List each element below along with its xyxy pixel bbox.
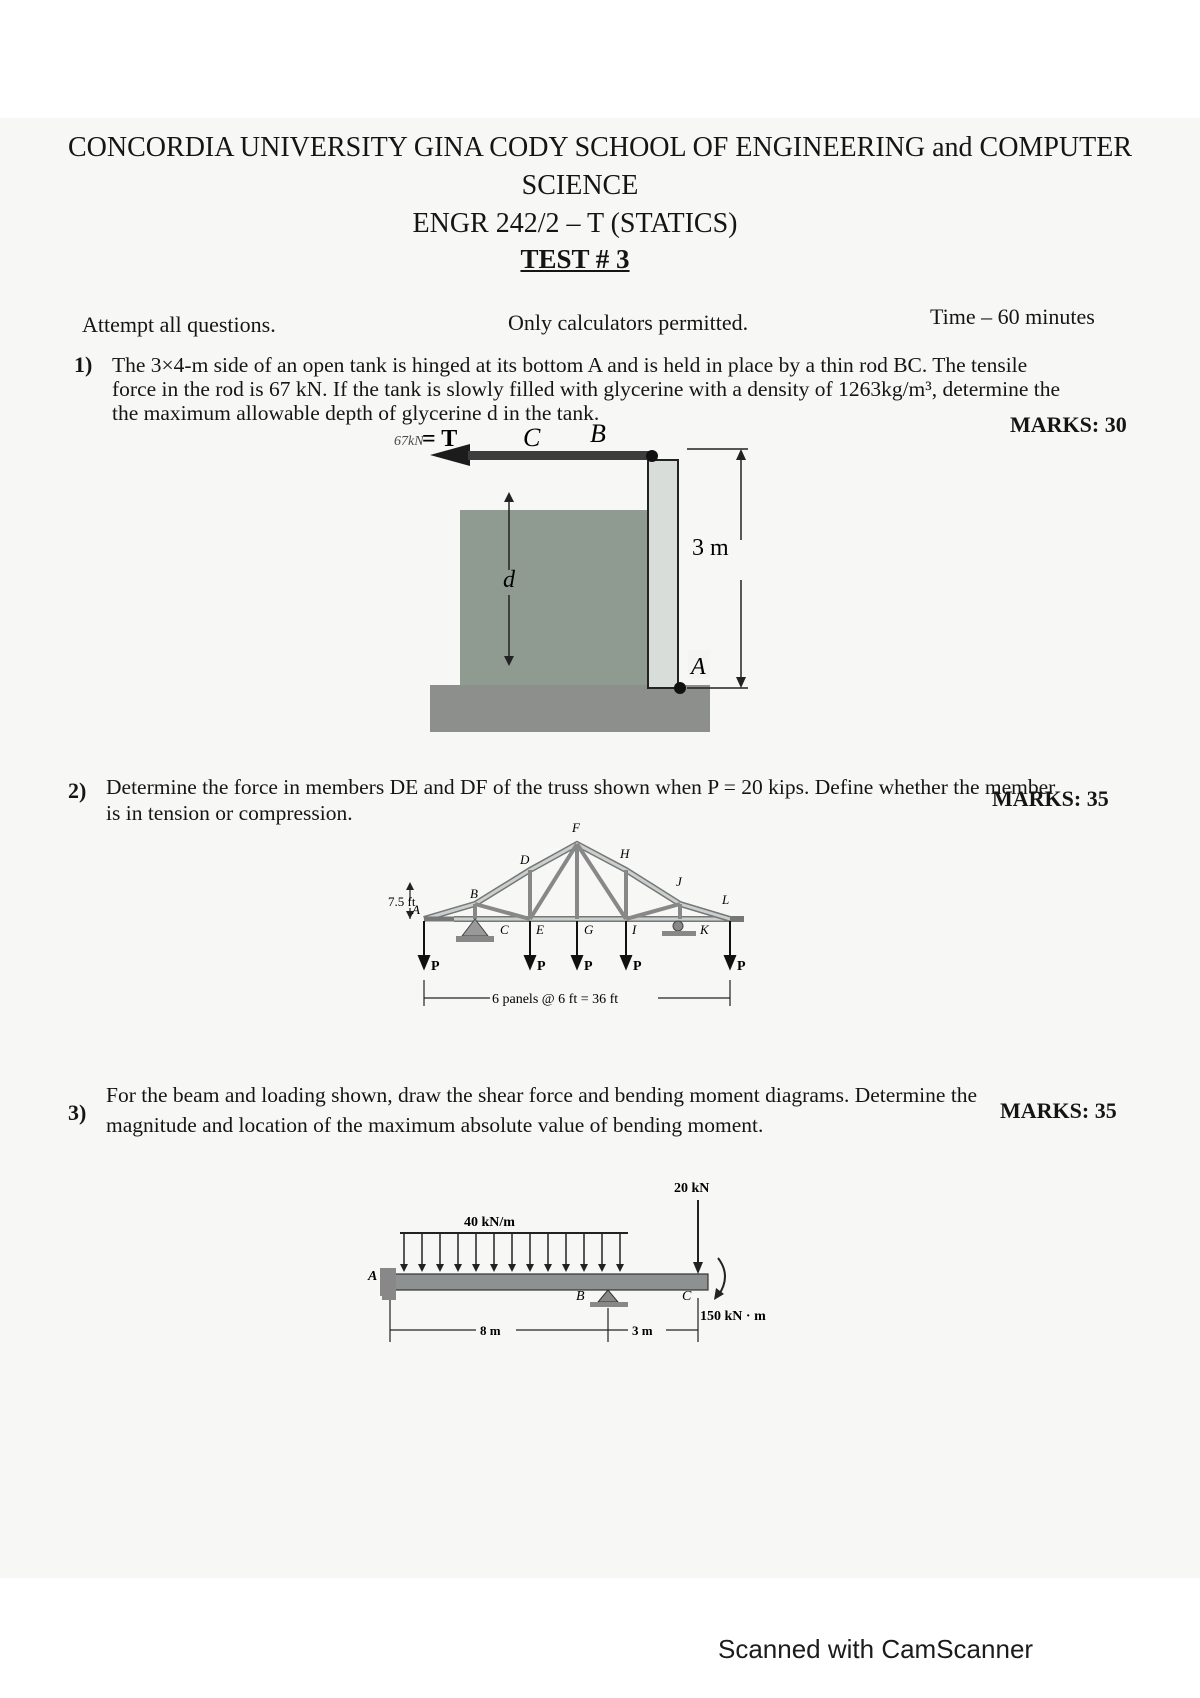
label-d: d	[503, 567, 515, 593]
label-b: B	[590, 419, 606, 448]
q2-truss-figure	[388, 818, 820, 1018]
label-c: C	[682, 1289, 692, 1304]
d-arrow-up	[504, 492, 514, 502]
q1-number: 1)	[74, 352, 93, 377]
dim-arrow-down	[736, 677, 746, 688]
node-e: E	[536, 922, 544, 937]
roller-base	[662, 931, 696, 936]
q2-line2: is in tension or compression.	[106, 801, 353, 825]
load-head-l	[725, 956, 735, 968]
q1-tank-figure	[394, 419, 760, 760]
dim-label-3m: 3 m	[632, 1323, 653, 1338]
load-head-e	[525, 956, 535, 968]
load-arrows	[419, 921, 735, 968]
label-a: A	[691, 654, 706, 680]
rod-bc	[468, 451, 651, 460]
node-b: B	[470, 886, 478, 901]
label-b: B	[576, 1289, 585, 1304]
node-d: D	[520, 852, 530, 867]
q3-number: 3)	[68, 1100, 87, 1125]
handwritten-67kn: 67kN	[394, 434, 424, 449]
height-label: 7.5 ft	[388, 894, 416, 909]
height-arrow-up	[406, 882, 414, 890]
dim-label-8m: 8 m	[480, 1323, 501, 1338]
load-label-a: P	[431, 959, 440, 974]
instruction-attempt: Attempt all questions.	[82, 312, 276, 337]
roller-b	[598, 1290, 618, 1302]
glycerine-fill	[460, 510, 660, 688]
beam	[390, 1274, 708, 1290]
q3-line1: For the beam and loading shown, draw the shear force and bending moment diagrams. Determine the	[106, 1083, 978, 1107]
point-load-label: 20 kN	[674, 1181, 710, 1196]
node-c: C	[500, 922, 509, 937]
dist-load-heads	[400, 1264, 624, 1272]
q3-beam-figure	[368, 1170, 850, 1350]
load-label-g: P	[584, 959, 593, 974]
instruction-calculators: Only calculators permitted.	[508, 310, 749, 335]
dim-arrow-up	[736, 449, 746, 460]
university-title: CONCORDIA UNIVERSITY GINA CODY SCHOOL OF ENGINEERING and COMPUTER	[68, 132, 1132, 163]
test-title: TEST # 3	[520, 244, 630, 274]
node-j: J	[676, 874, 682, 889]
q2-marks: MARKS: 35	[992, 786, 1109, 811]
q1-marks: MARKS: 30	[1010, 412, 1127, 437]
label-a: A	[368, 1269, 378, 1284]
label-3m: 3 m	[692, 535, 729, 561]
load-label-l: P	[737, 959, 746, 974]
tank-wall	[648, 460, 678, 688]
point-b	[646, 450, 658, 462]
pin-support-a	[380, 1268, 396, 1296]
pin-base	[456, 936, 494, 942]
roller-base-b	[590, 1302, 628, 1307]
q1-line3: the maximum allowable depth of glycerine d in the tank.	[112, 401, 600, 425]
node-g: G	[584, 922, 594, 937]
node-l: L	[722, 892, 730, 907]
q3-marks: MARKS: 35	[1000, 1098, 1117, 1123]
camscanner-watermark: Scanned with CamScanner	[718, 1634, 1034, 1664]
load-head-g	[572, 956, 582, 968]
node-h: H	[620, 846, 630, 861]
load-head-i	[621, 956, 631, 968]
load-head-a	[419, 956, 429, 968]
point-load-head	[693, 1262, 703, 1274]
q1-line1: The 3×4-m side of an open tank is hinged at its bottom A and is held in place by a thin rod BC. The tensile	[112, 353, 1028, 377]
instruction-time: Time – 60 minutes	[930, 304, 1095, 329]
span-label: 6 panels @ 6 ft = 36 ft	[492, 992, 619, 1007]
q2-number: 2)	[68, 778, 87, 803]
course-title: ENGR 242/2 – T (STATICS)	[412, 208, 738, 239]
hinge-a	[674, 682, 686, 694]
load-label-e: P	[537, 959, 546, 974]
node-a: A	[412, 902, 420, 917]
load-label-i: P	[633, 959, 642, 974]
node-k: K	[700, 922, 709, 937]
moment-label: 150 kN · m	[700, 1309, 766, 1324]
science-title: SCIENCE	[521, 170, 639, 201]
dist-load-label: 40 kN/m	[464, 1215, 515, 1230]
node-f: F	[572, 820, 580, 835]
ground-base	[430, 685, 710, 732]
dist-load-arrows	[404, 1233, 620, 1268]
label-c: C	[523, 423, 541, 452]
label-t: = T	[422, 426, 458, 452]
q2-line1: Determine the force in members DE and DF of the truss shown when P = 20 kips. Define whether the member	[106, 775, 1056, 799]
q3-line2: magnitude and location of the maximum absolute value of bending moment.	[106, 1113, 764, 1137]
roller-k	[673, 921, 683, 931]
node-i: I	[632, 922, 637, 937]
q1-line2: force in the rod is 67 kN. If the tank is slowly filled with glycerine with a density of 1263kg/m³, determine the	[112, 377, 1061, 401]
pin-base-a	[382, 1294, 396, 1300]
